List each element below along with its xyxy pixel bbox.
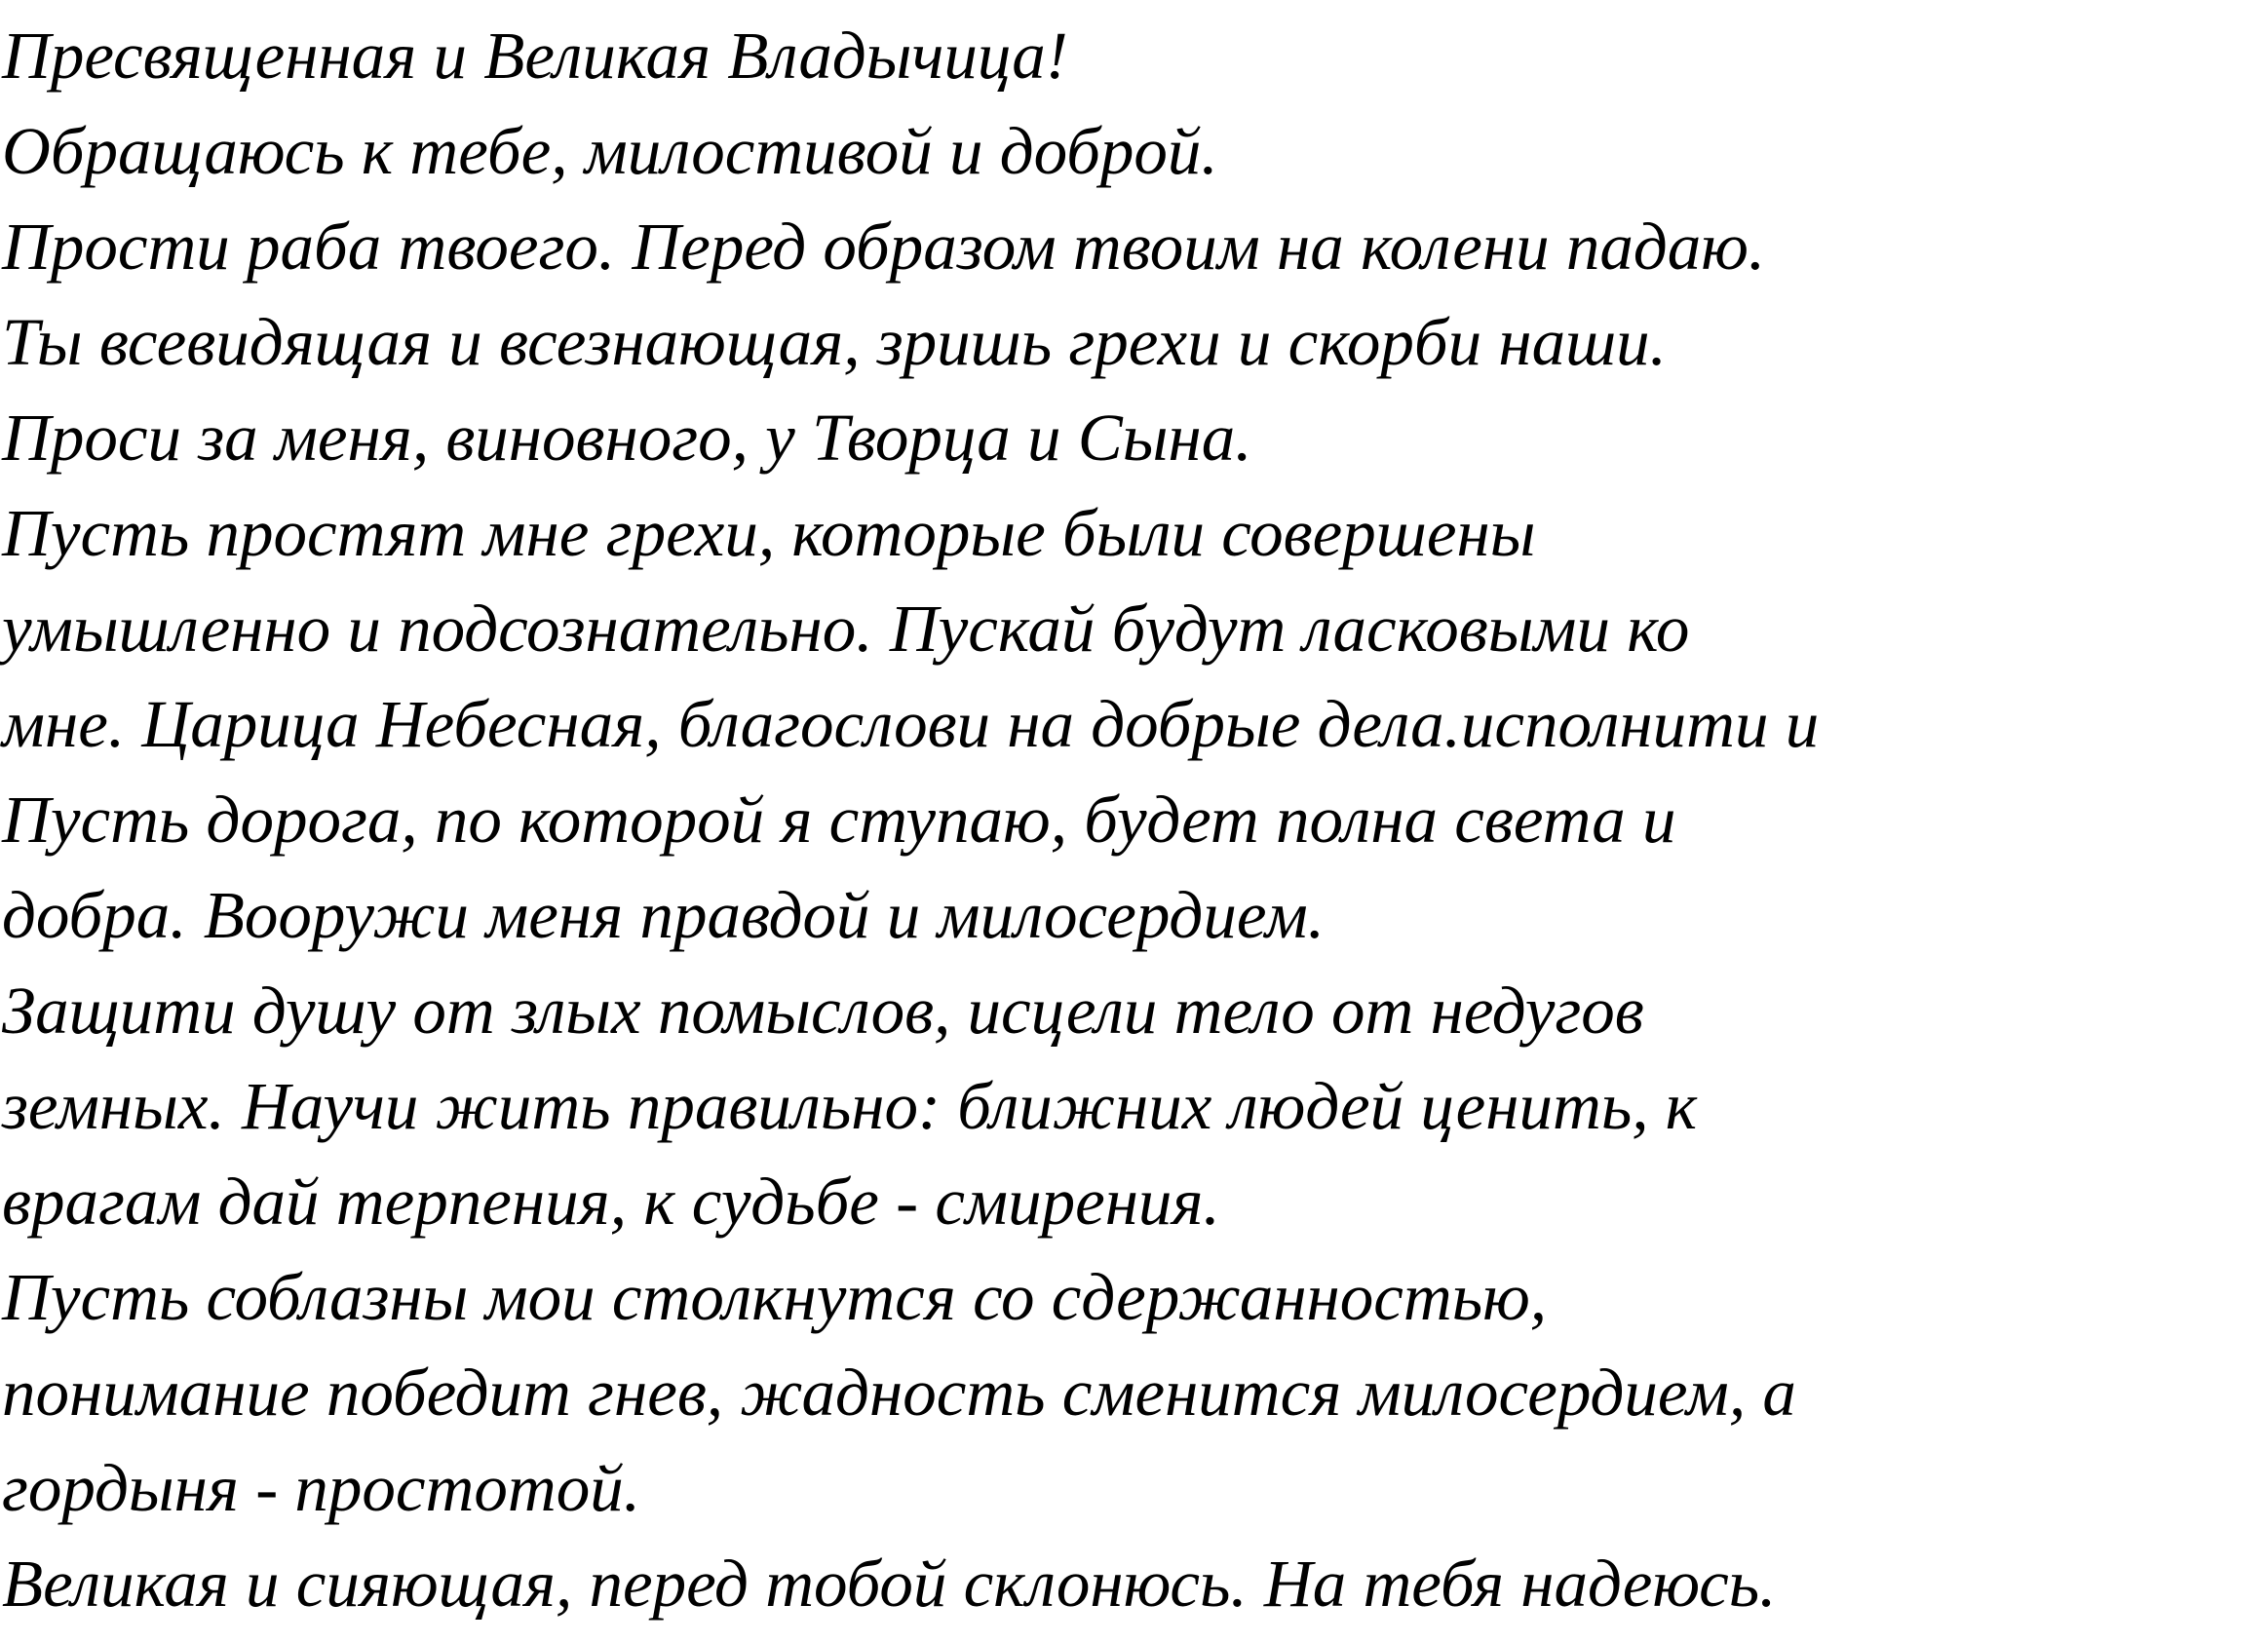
prayer-line-13: врагам дай терпения, к судьбе - смирения. [2,1165,1220,1239]
prayer-line-1: Пресвященная и Великая Владычица! [2,19,1068,93]
prayer-line-6: Пусть простят мне грехи, которые были совершены [2,496,1536,570]
prayer-line-12: земных. Научи жить правильно: ближних людей ценить, к [2,1069,1698,1143]
prayer-line-5: Проси за меня, виновного, у Творца и Сына. [2,401,1252,475]
prayer-line-9: Пусть дорога, по которой я ступаю, будет полна света и [2,783,1676,857]
prayer-line-10: добра. Вооружи меня правдой и милосердием. [2,878,1326,952]
prayer-line-17: Великая и сияющая, перед тобой склонюсь. На тебя надеюсь. [2,1547,1777,1621]
prayer-line-14: Пусть соблазны мои столкнутся со сдержанностью, [2,1260,1548,1334]
prayer-line-15: понимание победит гнев, жадность сменится милосердием, а [2,1356,1796,1430]
prayer-line-16: гордыня - простотой. [2,1451,640,1525]
prayer-line-3: Прости раба твоего. Перед образом твоим на колени падаю. [2,210,1766,284]
prayer-line-7: умышленно и подсознательно. Пускай будут ласковыми ко [2,592,1690,666]
prayer-line-11: Защити душу от злых помыслов, исцели тело от недугов [2,974,1644,1048]
prayer-line-8: мне. Царица Небесная, благослови на добрые дела.исполнити и [2,687,1820,761]
prayer-line-4: Ты всевидящая и всезнающая, зришь грехи и скорби наши. [2,305,1667,379]
prayer-line-2: Обращаюсь к тебе, милостивой и доброй. [2,114,1218,188]
